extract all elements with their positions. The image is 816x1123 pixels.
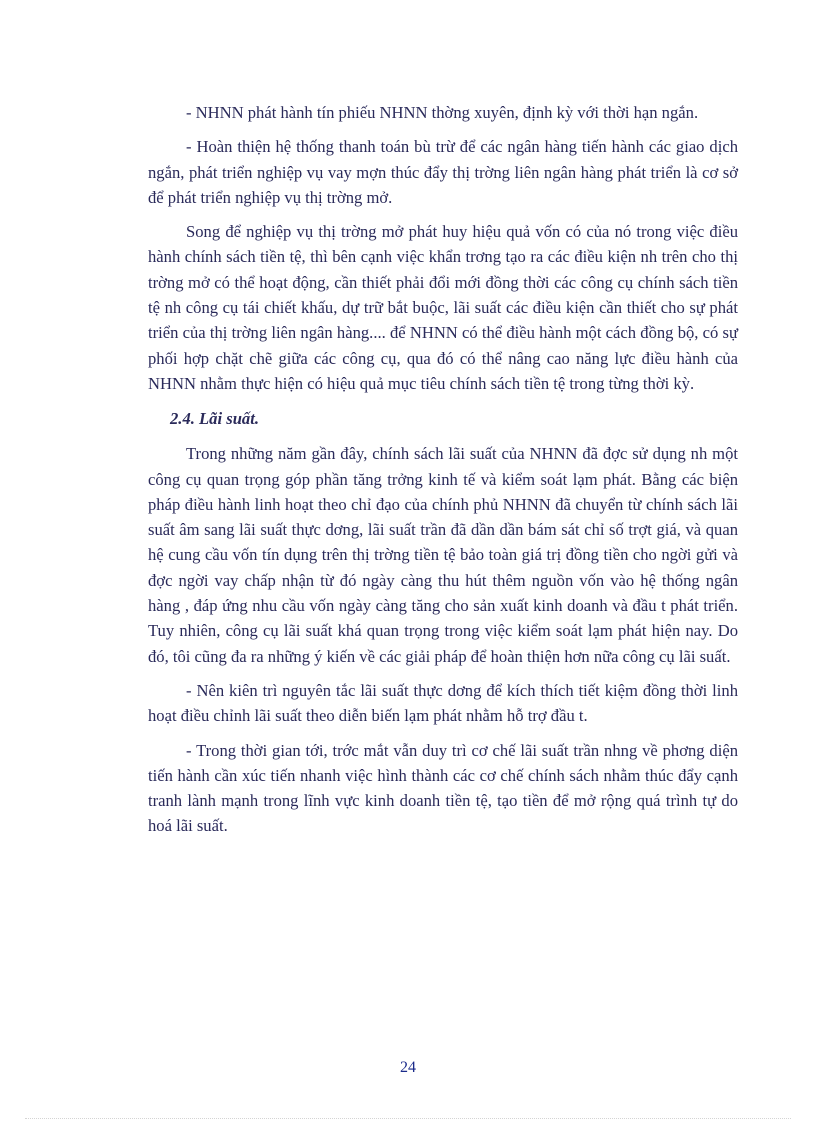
footer-divider <box>25 1118 791 1119</box>
paragraph-interest-policy: Trong những năm gần đây, chính sách lãi suất của NHNN đã đợc sử dụng nh một công cụ quan trọng góp phần tăng trởng kinh tế và kiểm soát lạm phát. Bằng các biện pháp điều hành linh hoạt theo chỉ đạo của chính phủ NHNN đã chuyển từ chính sách lãi suất âm sang lãi suất thực dơng, lãi suất trần đã dần dần bám sát chỉ số trợt giá, và quan hệ cung cầu vốn tín dụng trên thị trờng tiền tệ bảo toàn giá trị đồng tiền cho ngời gửi và đợc ngời vay chấp nhận từ đó ngày càng thu hút thêm nguồn vốn vào hệ thống ngân hàng , đáp ứng nhu cầu vốn ngày càng tăng cho sản xuất kinh doanh và đầu t phát triển. Tuy nhiên, công cụ lãi suất khá quan trọng trong việc kiểm soát lạm phát hiện nay. Do đó, tôi cũng đa ra những ý kiến về các giải pháp để hoàn thiện hơn nữa công cụ lãi suất. <box>148 444 738 666</box>
section-heading: 2.4. Lãi suất. <box>170 409 259 429</box>
document-page <box>148 100 738 848</box>
page-number: 24 <box>400 1059 416 1076</box>
paragraph-positive-rate: - Nên kiên trì nguyên tắc lãi suất thực dơng để kích thích tiết kiệm đồng thời linh hoạt điều chỉnh lãi suất theo diễn biến lạm phát nhằm hỗ trợ đầu t. <box>148 680 738 726</box>
paragraph-nhnn-bills: - NHNN phát hành tín phiếu NHNN thờng xuyên, định kỳ với thời hạn ngắn. <box>186 103 699 122</box>
paragraph-ceiling-rate: - Trong thời gian tới, trớc mắt vẫn duy trì cơ chế lãi suất trần nhng về phơng diện tiến hành cần xúc tiến nhanh việc hình thành các cơ chế chính sách nhằm thúc đẩy cạnh tranh lành mạnh trong lĩnh vực kinh doanh tiền tệ, tạo tiền để mở rộng quá trình tự do hoá lãi suất. <box>148 740 738 836</box>
paragraph-open-market: Song để nghiệp vụ thị trờng mở phát huy hiệu quả vốn có của nó trong việc điều hành chính sách tiền tệ, thì bên cạnh việc khẩn trơng tạo ra các điều kiện nh trên cho thị trờng mở có thể hoạt động, cần thiết phải đổi mới đồng thời các công cụ chính sách tiền tệ nh công cụ tái chiết khấu, dự trữ bắt buộc, lãi suất các điều kiện cần thiết cho sự phát triển của thị trờng liên ngân hàng.... để NHNN có thể điều hành một cách đồng bộ, có sự phối hợp chặt chẽ giữa các công cụ, qua đó có thể nâng cao năng lực điều hành của NHNN nhằm thực hiện có hiệu quả mục tiêu chính sách tiền tệ trong từng thời kỳ. <box>148 222 738 393</box>
paragraph-clearing-system: - Hoàn thiện hệ thống thanh toán bù trừ để các ngân hàng tiến hành các giao dịch ngắn, phát triển nghiệp vụ vay mợn thúc đẩy thị trờng liên ngân hàng phát triển là cơ sở để phát triển nghiệp vụ thị trờng mở. <box>148 137 738 207</box>
